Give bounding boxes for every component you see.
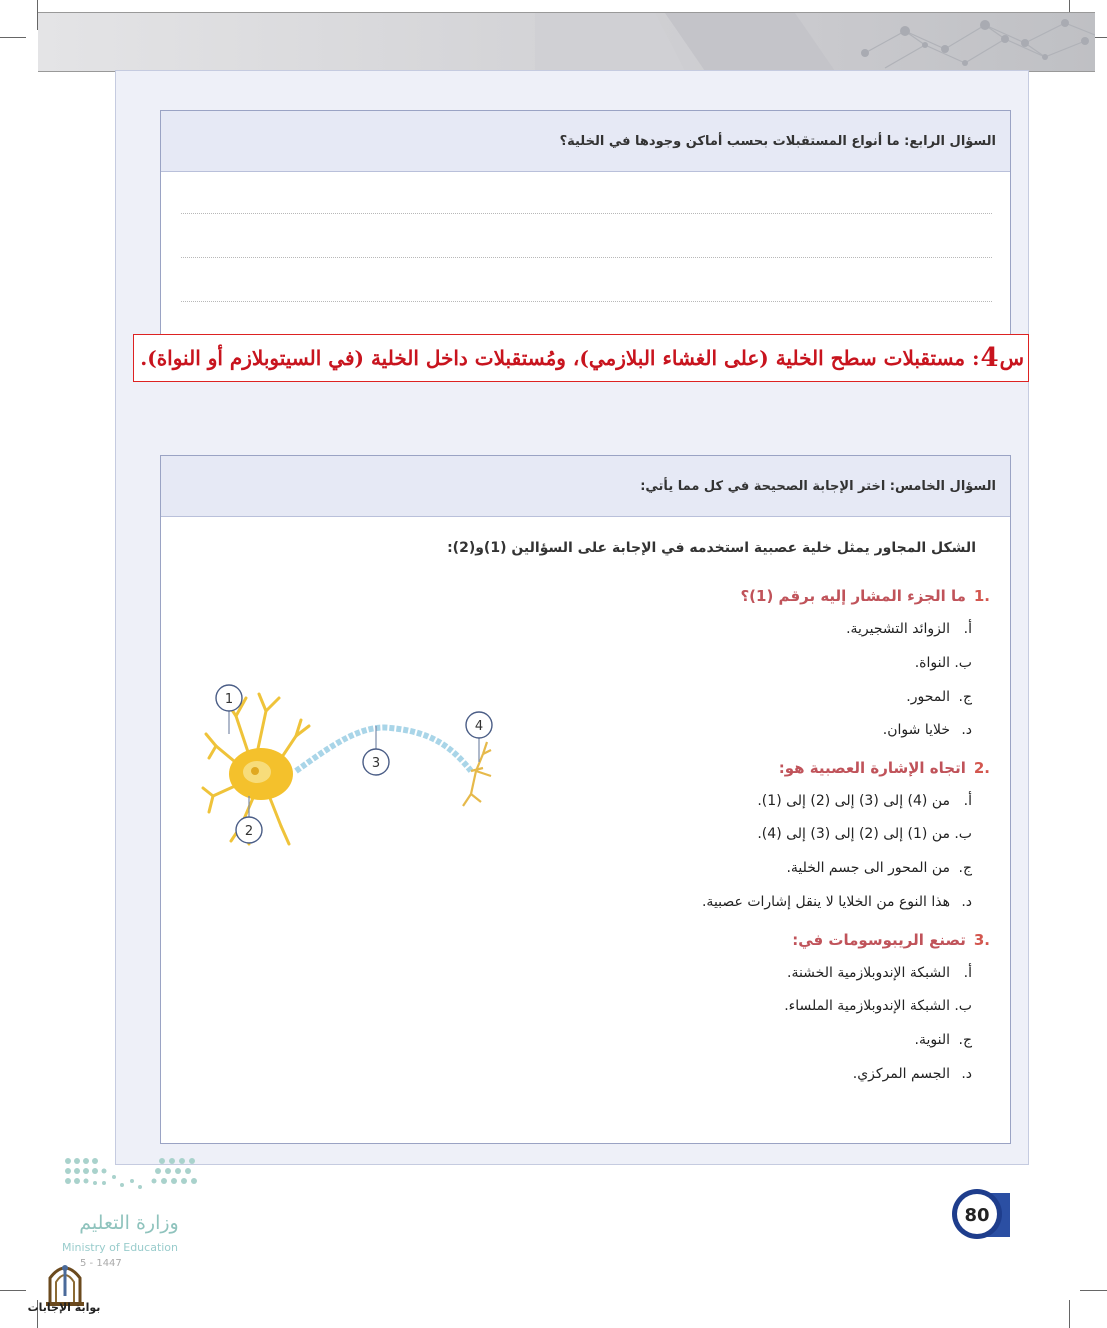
- option-text: الشبكة الإندوبلازمية الخشنة.: [787, 965, 950, 981]
- mcq-option[interactable]: [846, 621, 972, 637]
- crop-mark: [1069, 1300, 1070, 1328]
- option-text: الجسم المركزي.: [852, 1066, 950, 1082]
- mcq-option[interactable]: [786, 860, 972, 876]
- option-text: من (1) إلى (2) إلى (3) إلى (4).: [757, 826, 950, 842]
- mcq-option[interactable]: [787, 965, 972, 981]
- option-text: من المحور الى جسم الخلية.: [786, 860, 950, 876]
- neuron-diagram: [201, 676, 511, 876]
- option-letter: ج.: [958, 860, 972, 876]
- question5-prompt: السؤال الخامس: اختر الإجابة الصحيحة في كل مما يأتي:: [640, 478, 996, 494]
- mcq-option[interactable]: [906, 689, 972, 705]
- question4-prompt: السؤال الرابع: ما أنواع المستقبلات بحسب أماكن وجودها في الخلية؟: [559, 133, 996, 149]
- option-letter: ب.: [954, 998, 972, 1014]
- neuron-label-1: 1: [224, 692, 234, 707]
- mcq-question-text: اتجاه الإشارة العصبية هو:: [778, 759, 966, 777]
- answer-line: [181, 257, 992, 258]
- mcq-option[interactable]: [915, 655, 972, 671]
- option-letter: د.: [961, 894, 972, 910]
- option-text: خلايا شوان.: [882, 722, 950, 738]
- answer4-number: 4: [980, 343, 999, 373]
- axon-terminal: [463, 742, 491, 806]
- crop-mark: [1080, 1290, 1107, 1291]
- answer-line: [181, 213, 992, 214]
- option-letter: ب.: [954, 826, 972, 842]
- question4-box: [160, 110, 1011, 350]
- ministry-arabic-name: وزارة التعليم: [79, 1212, 179, 1234]
- mcq-number: .2: [973, 759, 990, 777]
- question5-box: [160, 455, 1011, 1144]
- answer4-prefix: س: [999, 346, 1024, 370]
- neuron-label-2: 2: [244, 824, 254, 839]
- ministry-year: 5 - 1447: [80, 1258, 122, 1269]
- option-letter: ب.: [954, 655, 972, 671]
- question5-header: [161, 456, 1010, 517]
- option-letter: د.: [961, 1066, 972, 1082]
- option-text: النوية.: [914, 1032, 950, 1048]
- mcq-number: .3: [973, 931, 990, 949]
- crop-mark: [0, 1290, 26, 1291]
- mcq-question-text: ما الجزء المشار إليه برقم (1)؟: [740, 587, 966, 605]
- mcq-option[interactable]: [853, 1066, 972, 1082]
- option-text: الشبكة الإندوبلازمية الملساء.: [784, 998, 950, 1014]
- answer4-band: [133, 334, 1029, 382]
- option-text: من (4) إلى (3) إلى (2) إلى (1).: [757, 793, 950, 809]
- mcq-question-text: تصنع الريبوسومات في:: [792, 931, 966, 949]
- option-text: المحور.: [906, 689, 950, 705]
- mcq-question-1: [740, 587, 990, 605]
- mcq-option[interactable]: [757, 826, 972, 842]
- mcq-option[interactable]: [784, 998, 972, 1014]
- option-letter: أ.: [963, 793, 972, 809]
- site-logo-text: بوابة الإجابات: [27, 1301, 101, 1314]
- mcq-option[interactable]: [883, 722, 972, 738]
- page-number: 80: [964, 1205, 990, 1226]
- option-letter: أ.: [963, 621, 972, 637]
- option-text: الزوائد التشجيرية.: [846, 621, 950, 637]
- page-number-badge: [948, 1187, 1010, 1241]
- crop-mark: [0, 37, 26, 38]
- option-letter: ج.: [958, 1032, 972, 1048]
- option-text: النواة.: [914, 655, 950, 671]
- ministry-english-name: Ministry of Education: [62, 1241, 179, 1254]
- mcq-option[interactable]: [757, 793, 972, 809]
- mcq-option[interactable]: [915, 1032, 972, 1048]
- mcq-number: .1: [973, 587, 990, 605]
- header-banner: [38, 12, 1095, 72]
- answer-line: [181, 301, 992, 302]
- neuron-label-3: 3: [371, 756, 381, 771]
- question5-intro: الشكل المجاور يمثل خلية عصبية استخدمه في الإجابة على السؤالين (1)و(2):: [447, 540, 976, 556]
- ministry-dots-icon: [62, 1155, 202, 1215]
- mcq-question-2: [779, 759, 990, 777]
- option-letter: ج.: [958, 689, 972, 705]
- question4-header: [161, 111, 1010, 172]
- molecule-pattern: [535, 13, 1095, 71]
- option-letter: د.: [961, 722, 972, 738]
- option-text: هذا النوع من الخلايا لا ينقل إشارات عصبية.: [701, 894, 950, 910]
- option-letter: أ.: [963, 965, 972, 981]
- mcq-question-3: [792, 931, 990, 949]
- mcq-option[interactable]: [702, 894, 972, 910]
- answer4-text: : مستقبلات سطح الخلية (على الغشاء البلازمي)، ومُستقبلات داخل الخلية (في السيتوبلازم أو النواة).: [140, 346, 980, 370]
- neuron-label-4: 4: [474, 719, 484, 734]
